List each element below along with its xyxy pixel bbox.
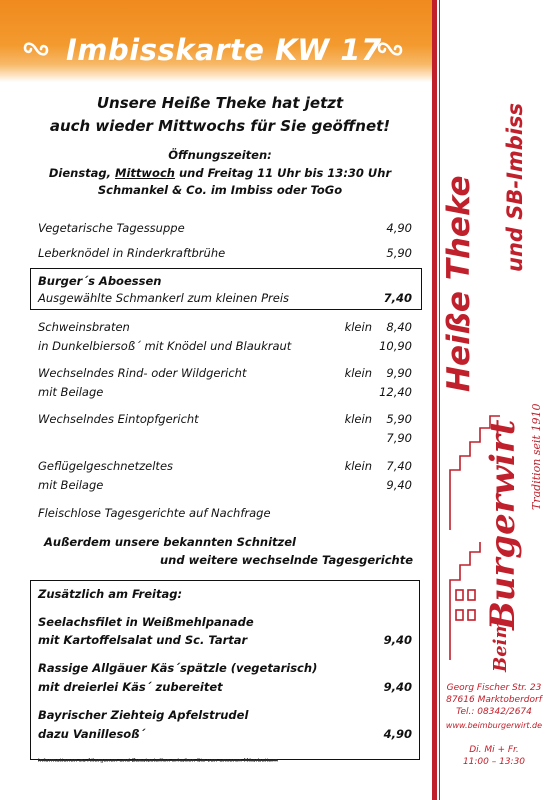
item-label: Vegetarische Tagessuppe	[38, 221, 185, 235]
item-size: klein	[344, 366, 372, 380]
item-price: 7,40	[386, 459, 412, 473]
item-price: 7,40	[383, 291, 412, 305]
hours-text: und Freitag 11 Uhr bis 13:30 Uhr	[174, 166, 392, 180]
hours-heading: Öffnungszeiten:	[168, 148, 272, 162]
menu-item	[38, 291, 412, 307]
item-size: klein	[344, 320, 372, 334]
logo-tagline: Tradition seit 1910	[530, 403, 543, 510]
friday-item	[38, 708, 412, 724]
item-label: Geflügelgeschnetzeltes	[38, 459, 174, 473]
announcement-line: auch wieder Mittwochs für Sie geöffnet!	[49, 117, 391, 135]
menu-item	[38, 339, 412, 355]
announcement-line: Unsere Heiße Theke hat jetzt	[96, 94, 344, 112]
ornament-icon	[376, 40, 404, 58]
item-label: mit Beilage	[38, 385, 104, 399]
item-label: mit Beilage	[38, 478, 104, 492]
item-price: 8,40	[386, 320, 412, 334]
item-label: Wechselndes Rind- oder Wildgericht	[38, 366, 247, 380]
menu-note	[38, 506, 412, 522]
item-size: klein	[344, 412, 372, 426]
friday-item	[38, 615, 412, 631]
item-label: dazu Vanillesoß´	[38, 727, 146, 741]
sidebar-title: Heiße Theke	[441, 175, 477, 392]
note-text: Außerdem unsere bekannten Schnitzel	[44, 535, 296, 549]
header-banner	[0, 0, 432, 82]
friday-item	[38, 680, 412, 696]
opening-days: Di. Mi + Fr.	[469, 745, 519, 755]
note-text: Fleischlose Tagesgerichte auf Nachfrage	[38, 506, 271, 520]
menu-item	[38, 431, 412, 447]
friday-item	[38, 727, 412, 743]
schnitzel-note	[44, 535, 418, 551]
item-price: 9,40	[383, 633, 412, 647]
sidebar-subtitle: und SB-Imbiss	[503, 102, 527, 272]
item-price: 4,90	[386, 221, 412, 235]
address-line: Tel.: 08342/2674	[456, 707, 532, 717]
hours-text: Dienstag,	[48, 166, 116, 180]
address-line: Georg Fischer Str. 23	[446, 683, 542, 693]
menu-item	[38, 478, 412, 494]
friday-item	[38, 661, 412, 677]
page-title: Imbisskarte KW 17	[66, 33, 382, 67]
menu-item	[38, 459, 412, 475]
item-price: 5,90	[386, 246, 412, 260]
note-text: und weitere wechselnde Tagesgerichte	[160, 553, 414, 567]
item-price: 5,90	[386, 412, 412, 426]
menu-item	[38, 274, 412, 290]
hours-day: Mittwoch	[115, 166, 175, 180]
item-price: 4,90	[383, 727, 412, 741]
burgerwirt-logo	[446, 360, 546, 680]
opening-times: 11:00 – 13:30	[462, 757, 526, 767]
item-price: 10,90	[379, 339, 412, 353]
menu-item	[38, 412, 412, 428]
item-label: Bayrischer Ziehteig Apfelstrudel	[38, 708, 249, 722]
website-link[interactable]: www.beimburgerwirt.de	[445, 721, 543, 730]
sidebar-divider	[432, 0, 437, 800]
item-price: 9,40	[386, 478, 412, 492]
friday-item	[38, 633, 412, 649]
menu-item	[38, 385, 412, 401]
friday-heading	[38, 587, 412, 603]
hours-line	[30, 164, 410, 182]
ornament-icon	[22, 40, 50, 58]
item-price: 7,90	[386, 431, 412, 445]
item-label: Seelachsfilet in Weißmehlpanade	[38, 615, 254, 629]
item-price: 9,90	[386, 366, 412, 380]
sidebar-divider	[439, 0, 440, 800]
item-label: Ausgewählte Schmankerl zum kleinen Preis	[38, 291, 290, 305]
logo-name: Burgerwirt	[483, 419, 523, 630]
item-title: Burger´s Aboessen	[38, 274, 162, 288]
menu-item	[38, 221, 412, 237]
menu-item	[38, 320, 412, 336]
allergen-footnote: Informationen zu Allergenen und Zusatzstoffen erhalten Sie von unseren Mitarbeitern	[38, 758, 278, 764]
item-label: mit Kartoffelsalat und Sc. Tartar	[38, 633, 248, 647]
item-price: 9,40	[383, 680, 412, 694]
section-heading: Zusätzlich am Freitag:	[38, 587, 183, 601]
item-label: Schweinsbraten	[38, 320, 130, 334]
item-label: Rassige Allgäuer Käs´spätzle (vegetarisch)	[38, 661, 318, 675]
item-label: in Dunkelbiersoß´ mit Knödel und Blaukraut	[38, 339, 292, 353]
item-price: 12,40	[379, 385, 412, 399]
logo-prefix: Beim	[490, 619, 511, 672]
menu-item	[38, 366, 412, 382]
item-label: Wechselndes Eintopfgericht	[38, 412, 199, 426]
address-line: 87616 Marktoberdorf	[446, 695, 542, 705]
item-label: Leberknödel in Rinderkraftbrühe	[38, 246, 226, 260]
item-label: mit dreierlei Käs´ zubereitet	[38, 680, 223, 694]
menu-item	[38, 246, 412, 262]
hours-line: Schmankel & Co. im Imbiss oder ToGo	[97, 183, 343, 197]
item-size: klein	[344, 459, 372, 473]
